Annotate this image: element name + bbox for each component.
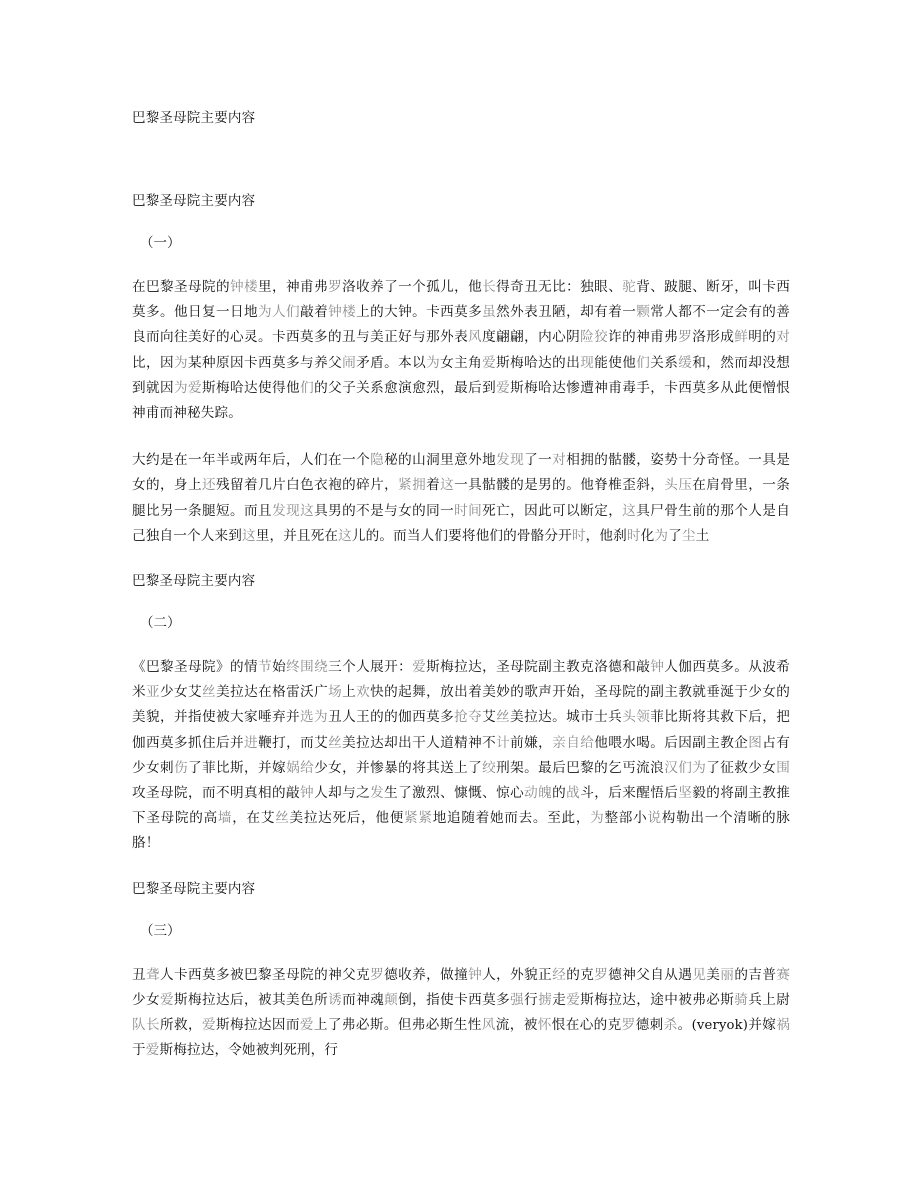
spacer (132, 899, 790, 921)
spacer (132, 549, 790, 571)
spacer (132, 426, 790, 448)
spacer (132, 591, 790, 613)
section-number-2: （二） (140, 615, 181, 632)
paragraph: 丑聋人卡西莫多被巴黎圣母院的神父克罗德收养，做撞钟人，外貌正经的克罗德神父自从遇见美丽的吉普赛少女爱斯梅拉达后，被其美色所诱而神魂颠倒，指使卡西莫多强行掳走爱斯梅拉达，途中被弗必斯骑兵上尉队长所救，爱斯梅拉达因而爱上了弗必斯。但弗必斯生性风流，被怀恨在心的克罗德刺杀。(veryok)并嫁祸于爱斯梅拉达，令她被判死刑，行 (132, 966, 791, 1059)
spacer (132, 633, 790, 655)
spacer (132, 211, 790, 233)
section-number-1: （一） (140, 235, 181, 251)
section-title-1: 巴黎圣母院主要内容 (132, 193, 256, 209)
spacer (132, 857, 790, 879)
running-header: 巴黎圣母院主要内容 (132, 110, 256, 126)
paragraph: 在巴黎圣母院的钟楼里，神甫弗罗洛收养了一个孤儿，他长得奇丑无比：独眼、驼背、跛腿、断牙，叫卡西莫多。他日复一日地为人们敲着钟楼上的大钟。卡西莫多虽然外表丑陋，却有着一颗常人都不一定会有的善良而向往美好的心灵。卡西莫多的丑与美正好与那外表风度翩翩，内心阴险狡诈的神甫弗罗洛形成鲜明的对比，因为某种原因卡西莫多与养父闹矛盾。本以为女主角爱斯梅哈达的出现能使他们关系缓和，然而却没想到就因为爱斯梅哈达使得他们的父子关系愈演愈烈，最后到爱斯梅哈达惨遭神甫毒手，卡西莫多从此便憎恨神甫而神秘失踪。 (132, 279, 791, 422)
paragraph: 大约是在一年半或两年后，人们在一个隐秘的山洞里意外地发现了一对相拥的骷髅，姿势十分奇怪。一具是女的，身上还残留着几片白色衣袍的碎片，紧拥着这一具骷髅的是男的。他脊椎歪斜，头压在肩骨里，一条腿比另一条腿短。而且发现这具男的不是与女的同一时间死亡，因此可以断定，这具尸骨生前的那个人是自己独自一个人来到这里，并且死在这儿的。而当人们要将他们的骨骼分开时，他刹时化为了尘土 (132, 452, 791, 544)
section-title-3: 巴黎圣母院主要内容 (132, 880, 256, 897)
spacer (132, 253, 790, 275)
spacer (132, 128, 790, 191)
paragraph: 《巴黎圣母院》的情节始终围绕三个人展开：爱斯梅拉达，圣母院副主教克洛德和敲钟人伽西莫多。从波希米亚少女艾丝美拉达在格雷沃广场上欢快的起舞，放出着美妙的歌声开始，圣母院的副主教就垂涎于少女的美貌，并指使被大家唾弃并选为丑人王的的伽西莫多抢夺艾丝美拉达。城市士兵头领菲比斯将其救下后，把伽西莫多抓住后并进鞭打，而艾丝美拉达却出干人道精神不计前嫌，亲自给他喂水喝。后因副主教企图占有少女刺伤了菲比斯，并嫁娲给少女，并惨暴的将其送上了绞刑架。最后巴黎的乞丐流浪汉们为了征救少女围攻圣母院，而不明真相的敲钟人却与之发生了激烈、慷慨、惊心动魄的战斗，后来醒悟后坚毅的将副主教推下圣母院的高墙，在艾丝美拉达死后，他便紧紧地追随着她而去。至此，为整部小说构勒出一个清晰的脉胳！ (132, 659, 791, 852)
document-content (132, 108, 790, 1063)
spacer (132, 941, 790, 963)
section-number-3: （三） (140, 922, 181, 939)
section-title-2: 巴黎圣母院主要内容 (132, 573, 256, 590)
